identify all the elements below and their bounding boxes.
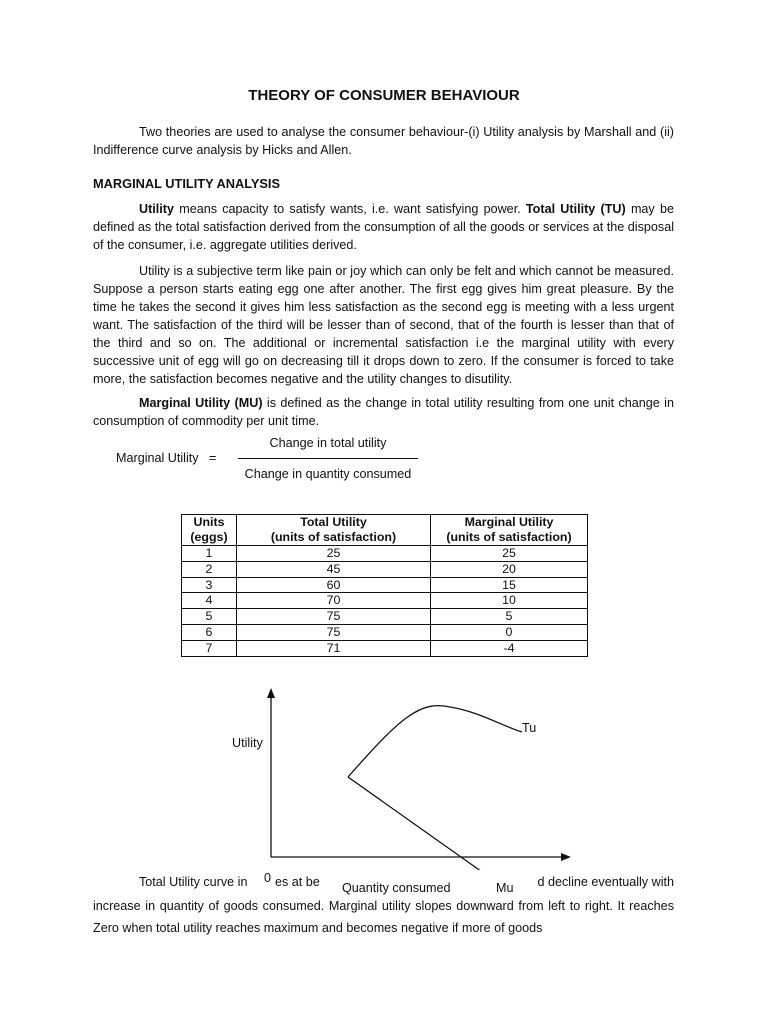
formula-numerator: Change in total utility	[269, 436, 387, 450]
bottom-paragraph: increase in quantity of goods consumed. Marginal utility slopes downward from left to right. It reaches Zero when total utility reaches maximum and becomes negative if more of goods	[93, 899, 674, 935]
marginal-utility-text: is defined as the change in total utility resulting from one unit change in consumption of commodity per unit time.	[93, 396, 674, 428]
x-axis-label: Quantity consumed	[342, 881, 451, 895]
subjective-text: Utility is a subjective term like pain or joy which can only be felt and which cannot be measured. Suppose a person starts eating egg one after another. The first egg gives him great pleasure. By the time he takes the second it gives him less satisfaction as the second egg is meeting with a less urgent want. The satisfaction of the third will be lesser than of second, that of the fourth is lesser than that of the third and so on. The additional or incremental satisfaction i.e the marginal utility with every successive unit of egg will go on decreasing till it drops down to zero. If the consumer is forced to take more, the satisfaction becomes negative and the utility changes to disutility.	[93, 264, 674, 386]
header-marginal-utility: Marginal Utility (units of satisfaction)	[431, 515, 588, 546]
cell-marginal-utility: 25	[431, 546, 588, 562]
utility-term: Utility	[139, 202, 174, 216]
origin-label: 0	[264, 871, 272, 885]
marginal-utility-line	[348, 777, 492, 879]
cell-marginal-utility: 20	[431, 561, 588, 577]
y-axis-label: Utility	[232, 736, 263, 750]
header-total-utility: Total Utility (units of satisfaction)	[237, 515, 431, 546]
intro-text: Two theories are used to analyse the consumer behaviour-(i) Utility analysis by Marshall and (ii) Indifference curve analysis by Hicks and Allen.	[93, 125, 674, 157]
section-heading: MARGINAL UTILITY ANALYSIS	[93, 176, 280, 191]
tu-label: Tu	[522, 721, 537, 735]
cell-units: 4	[182, 593, 237, 609]
formula-label: Marginal Utility	[116, 451, 199, 465]
cell-total-utility: 70	[237, 593, 431, 609]
cell-marginal-utility: 15	[431, 577, 588, 593]
formula-equals: =	[209, 451, 217, 465]
formula-denominator: Change in quantity consumed	[244, 467, 412, 481]
cell-units: 1	[182, 546, 237, 562]
cell-units: 5	[182, 609, 237, 625]
cell-total-utility: 75	[237, 624, 431, 640]
cell-total-utility: 25	[237, 546, 431, 562]
bottom-text-fragment-2: es at be	[275, 875, 320, 889]
utility-text-1: means capacity to satisfy wants, i.e. want satisfying power.	[173, 202, 526, 216]
total-utility-curve	[348, 706, 522, 777]
cell-marginal-utility: -4	[431, 640, 588, 656]
header-units: Units (eggs)	[182, 515, 237, 546]
cell-total-utility: 45	[237, 561, 431, 577]
marginal-utility-term: Marginal Utility (MU)	[139, 396, 263, 410]
cell-total-utility: 71	[237, 640, 431, 656]
total-utility-term: Total Utility (TU)	[525, 202, 626, 216]
cell-total-utility: 60	[237, 577, 431, 593]
cell-units: 7	[182, 640, 237, 656]
cell-total-utility: 75	[237, 609, 431, 625]
cell-marginal-utility: 0	[431, 624, 588, 640]
bottom-text-fragment-1: Total Utility curve in	[139, 875, 248, 889]
cell-units: 2	[182, 561, 237, 577]
utility-text-2: may be defined as the total satisfaction derived from the consumption of all the goods or services at the disposal of the consumer, i.e. aggregate utilities derived.	[93, 202, 674, 252]
cell-units: 6	[182, 624, 237, 640]
page-title: THEORY OF CONSUMER BEHAVIOUR	[248, 87, 520, 104]
mu-label: Mu	[496, 881, 514, 895]
cell-marginal-utility: 10	[431, 593, 588, 609]
cell-units: 3	[182, 577, 237, 593]
bottom-text-fragment-3: d decline eventually with	[537, 875, 674, 889]
cell-marginal-utility: 5	[431, 609, 588, 625]
